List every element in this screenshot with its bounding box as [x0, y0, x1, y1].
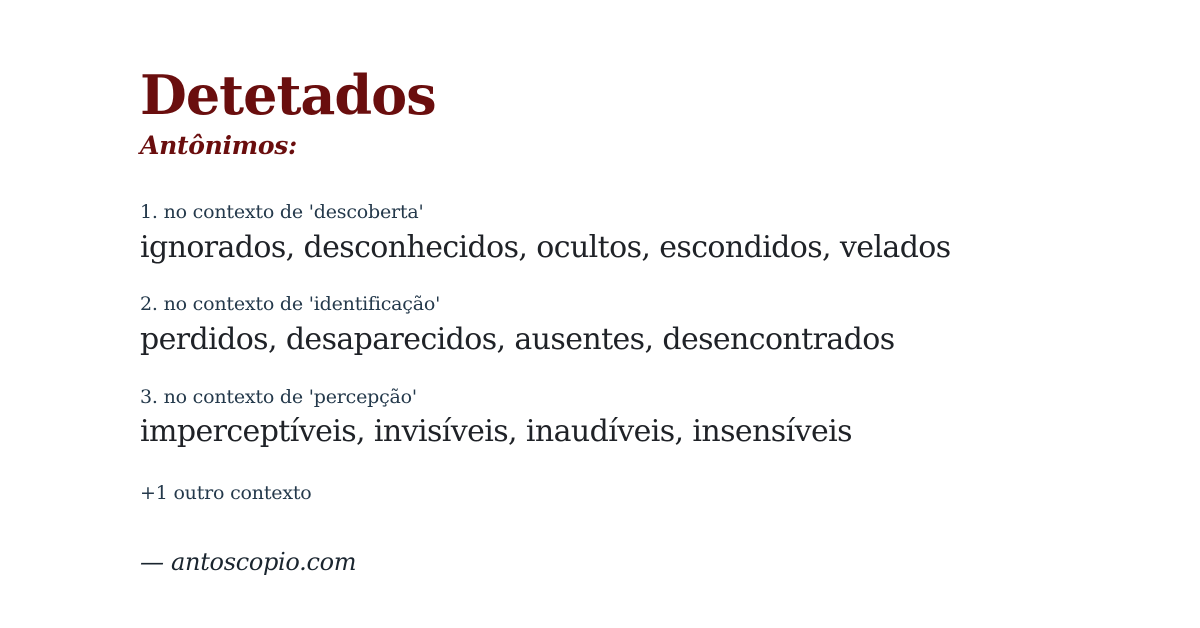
context-block-3: [140, 386, 1160, 451]
section-heading-antonyms: Antônimos:: [140, 131, 297, 160]
context-words: perdidos, desaparecidos, ausentes, desencontrados: [140, 322, 895, 357]
context-label: 1. no contexto de 'descoberta': [140, 201, 424, 223]
context-words: imperceptíveis, invisíveis, inaudíveis, insensíveis: [140, 414, 852, 450]
page-title: Detetados: [140, 63, 436, 127]
context-block-1: [140, 201, 1160, 266]
more-contexts-link[interactable]: +1 outro contexto: [140, 481, 312, 504]
context-label: 2. no contexto de 'identificação': [140, 293, 441, 316]
context-words: ignorados, desconhecidos, ocultos, escondidos, velados: [140, 229, 951, 265]
attribution-source: — antoscopio.com: [140, 547, 357, 576]
context-block-2: [140, 293, 1160, 358]
context-label: 3. no contexto de 'percepção': [140, 385, 417, 408]
